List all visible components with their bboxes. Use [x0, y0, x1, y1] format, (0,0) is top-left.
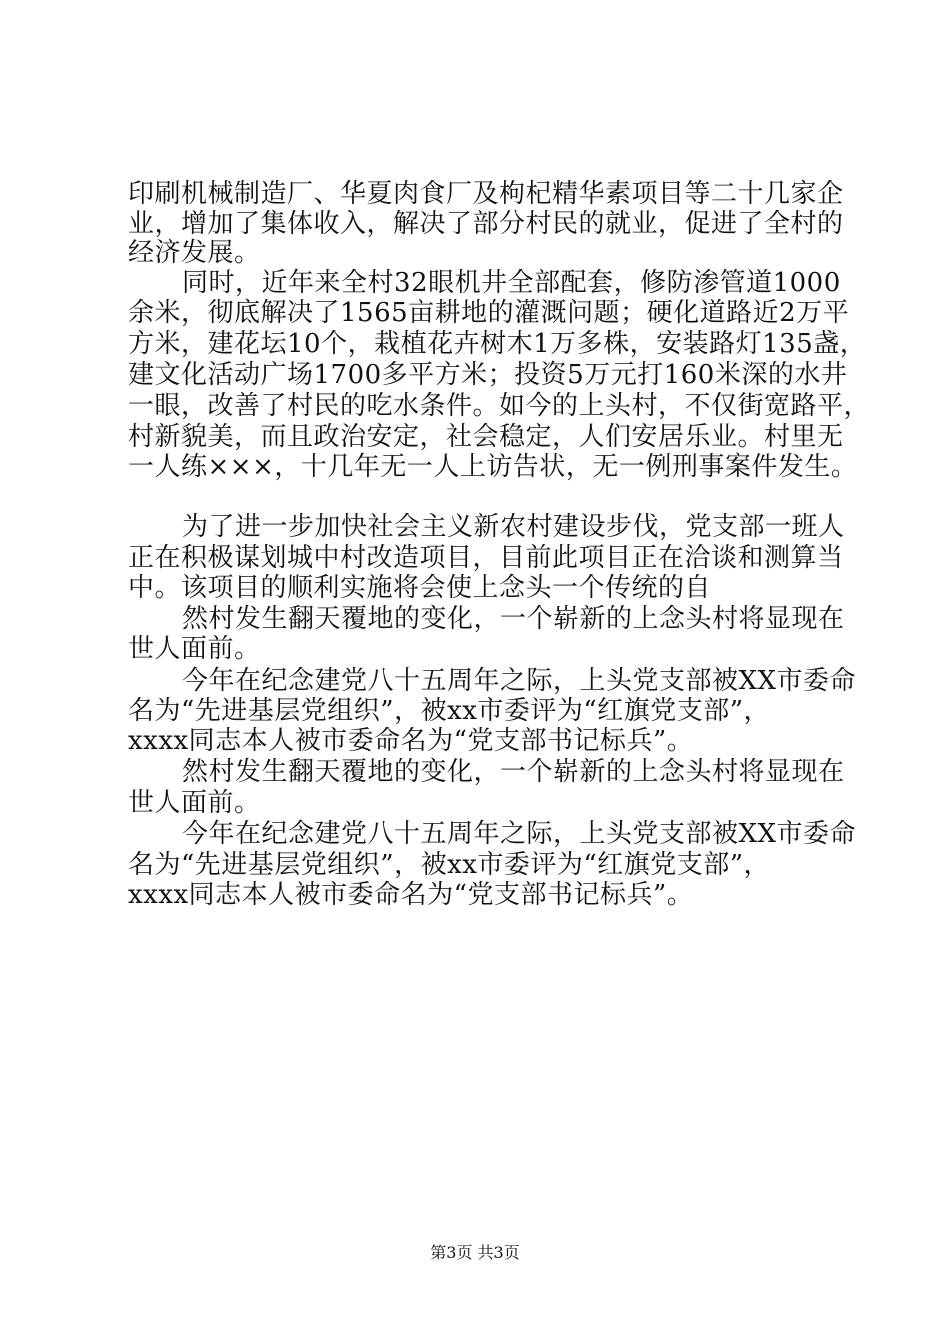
paragraph-line: xxxx同志本人被市委命名为“党支部书记标兵”。 [128, 880, 694, 910]
paragraph-line: 名为“先进基层党组织”，被xx市委评为“红旗党支部”， [128, 696, 770, 726]
paragraph-line: 今年在纪念建党八十五周年之际，上头党支部被XX市委命 [182, 666, 857, 696]
paragraph-line: 然村发生翻天覆地的变化，一个崭新的上念头村将显现在 [182, 604, 845, 634]
paragraph-line: 方米，建花坛10个，栽植花卉树木1万多株，安装路灯135盏， [128, 329, 867, 359]
paragraph-line: 正在积极谋划城中村改造项目，目前此项目正在洽谈和测算当 [128, 543, 844, 573]
paragraph-line: 余米，彻底解决了1565亩耕地的灌溉问题；硬化道路近2万平 [128, 298, 850, 328]
page-footer: 第3页 共3页 [430, 1243, 520, 1262]
paragraph-line: 印刷机械制造厂、华夏肉食厂及枸杞精华素项目等二十几家企 [128, 179, 844, 209]
paragraph-line: 一人练×××，十几年无一人上访告状，无一例刑事案件发生。 [128, 452, 858, 482]
paragraph-line: 今年在纪念建党八十五周年之际，上头党支部被XX市委命 [182, 819, 857, 849]
paragraph-line: 世人面前。 [128, 788, 261, 818]
paragraph-line: 一眼，改善了村民的吃水条件。如今的上头村，不仅街宽路平， [128, 391, 871, 421]
paragraph-line: 世人面前。 [128, 634, 261, 664]
paragraph-line: 为了进一步加快社会主义新农村建设步伐，党支部一班人 [182, 512, 845, 542]
paragraph-line: 名为“先进基层党组织”，被xx市委评为“红旗党支部”， [128, 850, 770, 880]
paragraph-line: 然村发生翻天覆地的变化，一个崭新的上念头村将显现在 [182, 757, 845, 787]
paragraph-line: xxxx同志本人被市委命名为“党支部书记标兵”。 [128, 726, 694, 756]
paragraph-line: 村新貌美，而且政治安定，社会稳定，人们安居乐业。村里无 [128, 422, 844, 452]
paragraph-line: 经济发展。 [128, 238, 261, 268]
paragraph-line: 同时，近年来全村32眼机井全部配套，修防渗管道1000 [182, 268, 841, 298]
paragraph-line: 中。该项目的顺利实施将会使上念头一个传统的自 [128, 573, 712, 603]
paragraph-line: 建文化活动广场1700多平方米；投资5万元打160米深的水井 [128, 360, 848, 390]
paragraph-line: 业，增加了集体收入，解决了部分村民的就业，促进了全村的 [128, 209, 844, 239]
